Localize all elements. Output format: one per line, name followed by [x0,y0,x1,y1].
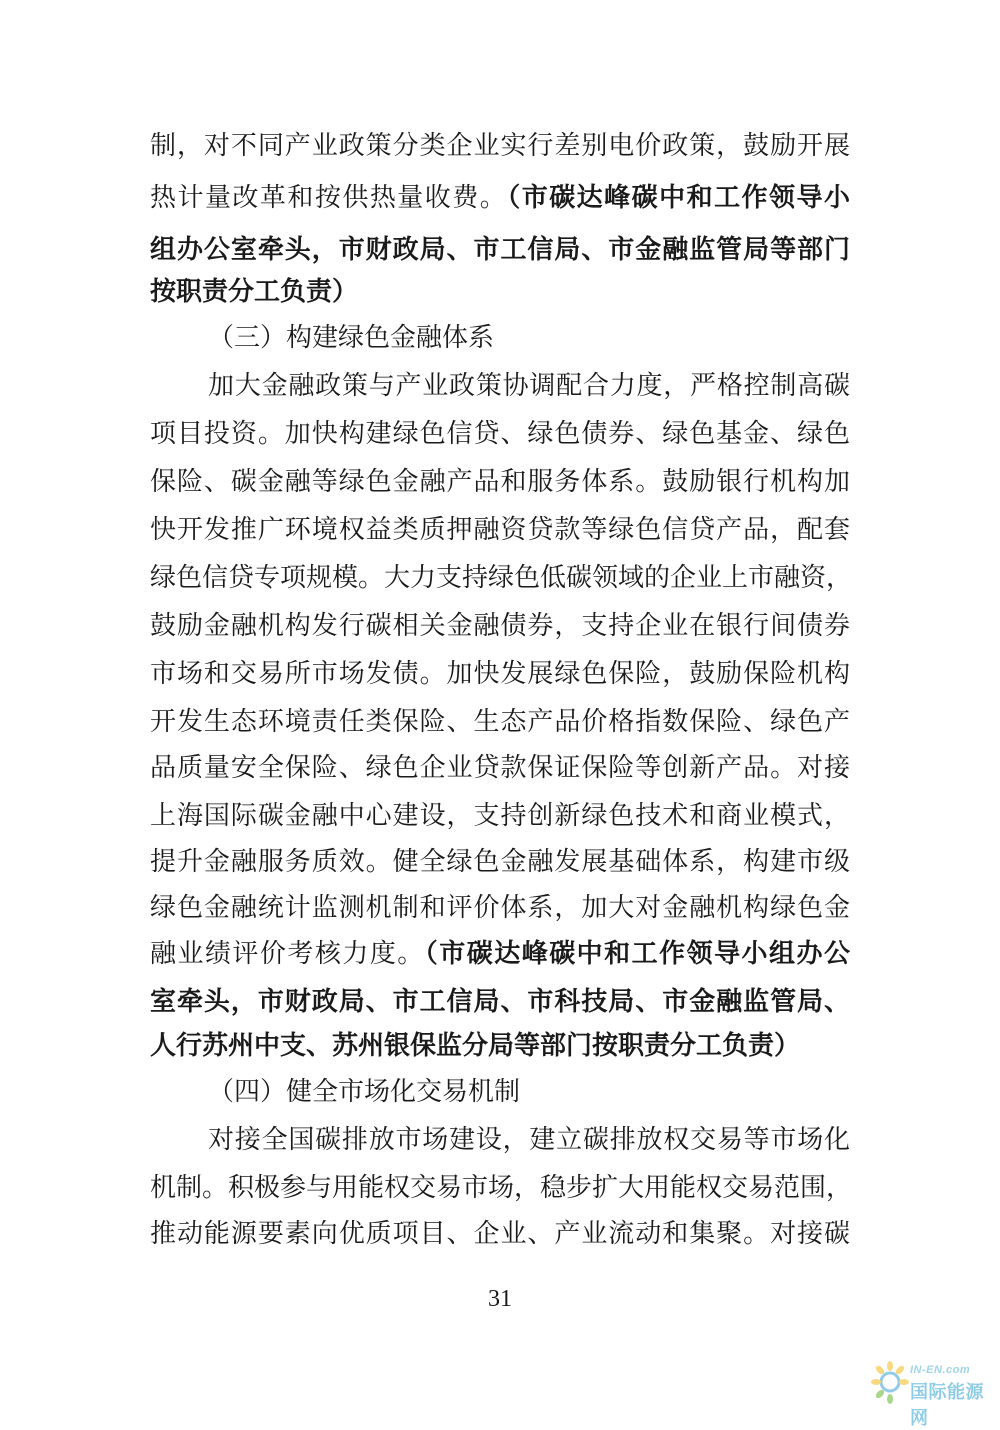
paragraph2-line13-plain: 融业绩评价考核力度。 [150,939,425,969]
paragraph2-line13 [150,934,850,974]
paragraph3-line1: 对接全国碳排放市场建设，建立碳排放权交易等市场化 [208,1125,850,1155]
paragraph2-line10: 上海国际碳金融中心建设，支持创新绿色技术和商业模式， [150,801,850,831]
paragraph2-line5: 绿色信贷专项规模。大力支持绿色低碳领域的企业上市融资， [150,563,853,593]
paragraph3-line3: 推动能源要素向优质项目、企业、产业流动和集聚。对接碳 [150,1219,850,1249]
paragraph2-line14: 室牵头，市财政局、市工信局、市科技局、市金融监管局、 [150,987,850,1017]
paragraph2-line12: 绿色金融统计监测机制和评价体系，加大对金融机构绿色金 [150,893,850,923]
paragraph2-line7: 市场和交易所市场发债。加快发展绿色保险，鼓励保险机构 [150,659,850,689]
watermark-en-text: IN-EN.com [910,1364,971,1376]
sun-flower-logo-icon [868,1356,914,1408]
paragraph1-line1: 制，对不同产业政策分类企业实行差别电价政策，鼓励开展 [150,131,850,161]
paragraph2-line11: 提升金融服务质效。健全绿色金融发展基础体系，构建市级 [150,847,850,877]
paragraph1-line2-plain: 热计量改革和按供热量收费。 [150,183,508,213]
paragraph3-line2: 机制。积极参与用能权交易市场，稳步扩大用能权交易范围， [150,1173,853,1203]
paragraph2-line13-bold: （市碳达峰碳中和工作领导小组办公 [424,939,850,969]
paragraph1-line2 [150,178,850,218]
paragraph2-line15: 人行苏州中支、苏州银保监分局等部门按职责分工负责） [150,1031,801,1061]
paragraph2-line2: 项目投资。加快构建绿色信贷、绿色债券、绿色基金、绿色 [150,419,850,449]
paragraph2-line1: 加大金融政策与产业政策协调配合力度，严格控制高碳 [208,371,850,401]
page-number: 31 [488,1286,512,1312]
paragraph2-line4: 快开发推广环境权益类质押融资贷款等绿色信贷产品，配套 [150,515,850,545]
paragraph1-line4: 按职责分工负责） [150,277,359,307]
paragraph2-line9: 品质量安全保险、绿色企业贷款保证保险等创新产品。对接 [150,753,850,783]
section-heading-4: （四）健全市场化交易机制 [208,1077,521,1107]
paragraph2-line3: 保险、碳金融等绿色金融产品和服务体系。鼓励银行机构加 [150,467,850,497]
paragraph1-line2-bold: （市碳达峰碳中和工作领导小 [507,183,850,213]
paragraph1-line3: 组办公室牵头，市财政局、市工信局、市金融监管局等部门 [150,235,850,265]
section-heading-3: （三）构建绿色金融体系 [208,323,495,353]
watermark-cn-text: 国际能源网 [910,1382,984,1429]
paragraph2-line6: 鼓励金融机构发行碳相关金融债券，支持企业在银行间债券 [150,611,850,641]
watermark-logo [868,1356,998,1429]
paragraph2-line8: 开发生态环境责任类保险、生态产品价格指数保险、绿色产 [150,707,850,737]
